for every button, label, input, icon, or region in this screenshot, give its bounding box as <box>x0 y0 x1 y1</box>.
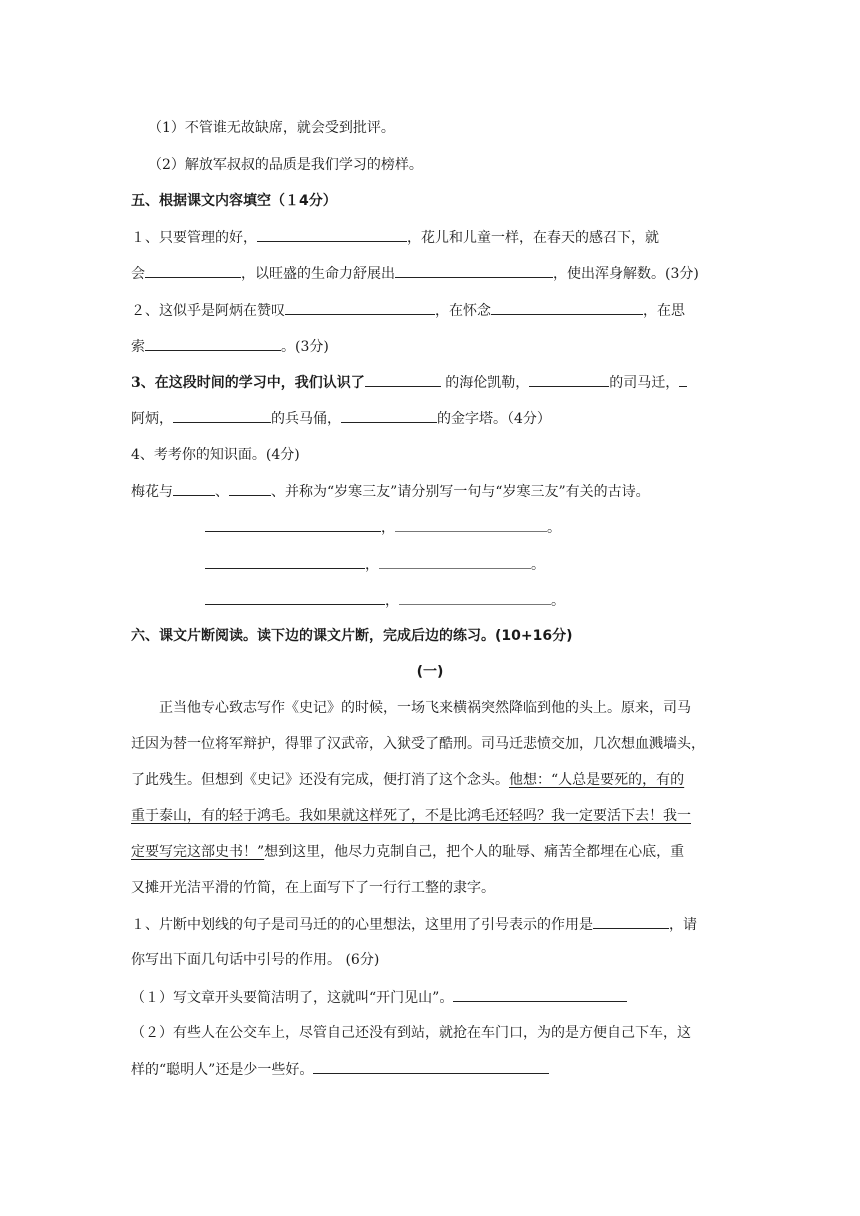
s4-item-1: （1）不管谁无故缺席，就会受到批评。 <box>148 120 395 136</box>
comma: ， <box>385 593 399 609</box>
s5-q1-text-d: ，以旺盛的生命力舒展出 <box>241 266 395 282</box>
s5-q1-blank-3[interactable] <box>395 263 553 278</box>
poem-blank-2a[interactable] <box>205 554 365 569</box>
underlined-quote-part-3: 定要写完这部史书！” <box>131 844 265 860</box>
s5-q3-text-a: 3、在这段时间的学习中，我们认识了 <box>131 375 365 391</box>
s5-q2-text-e: 。(3分) <box>281 339 329 355</box>
s4-item-2: （2）解放军叔叔的品质是我们学习的榜样。 <box>148 157 423 173</box>
s5-q3-line1 <box>131 372 687 393</box>
passage-line-2: 迁因为替一位将军辩护，得罪了汉武帝，入狱受了酷刑。司马迁悲愤交加，几次想血溅墙头， <box>131 736 705 752</box>
s5-q4-blank-2[interactable] <box>229 481 271 496</box>
s6-q1-text-a: １、片断中划线的句子是司马迁的的心里想法，这里用了引号表示的作用是 <box>131 917 593 933</box>
passage-line-6: 又摊开光洁平滑的竹简，在上面写下了一行行工整的隶字。 <box>131 880 495 896</box>
s5-q1-text-a: １、只要管理的好， <box>131 230 257 246</box>
period: 。 <box>547 520 561 536</box>
poem-blank-1a[interactable] <box>205 517 381 532</box>
passage-subheading: (一) <box>416 664 444 680</box>
s5-q4-prompt <box>131 481 650 502</box>
passage-line-3-text: 了此残生。但想到《史记》还没有完成，便打消了这个念头。 <box>131 772 509 788</box>
s5-q3-text-d: 阿炳， <box>131 411 173 427</box>
s5-q1-line1 <box>131 227 659 248</box>
s5-q2-text-c: ，在思 <box>643 303 685 319</box>
s5-q1-text-b: ，花儿和儿童一样，在春天的感召下，就 <box>407 230 659 246</box>
s6-q1-line1 <box>131 914 697 935</box>
s5-q3-text-b: 的海伦凯勒， <box>440 375 530 391</box>
s5-q4-blank-1[interactable] <box>173 481 215 496</box>
period: 。 <box>531 557 545 573</box>
s5-q3-blank-5[interactable] <box>341 408 437 423</box>
s5-q3-blank-2[interactable] <box>529 372 609 387</box>
s5-q4-text-c: 、并称为“岁寒三友”请分别写一句与“岁寒三友”有关的古诗。 <box>271 484 650 500</box>
s5-q4-text-b: 、 <box>215 484 229 500</box>
s5-q4-poem-line-1 <box>205 517 561 538</box>
s5-q3-text-c: 的司马迁， <box>609 375 680 391</box>
s5-q2-blank-1[interactable] <box>285 300 435 315</box>
comma: ， <box>381 520 395 536</box>
s5-q3-blank-1[interactable] <box>365 372 441 387</box>
s5-q4-poem-line-2 <box>205 554 545 575</box>
s6-q1-sub2-line1: （２）有些人在公交车上，尽管自己还没有到站，就抢在车门口，为的是方便自己下车，这 <box>131 1025 691 1041</box>
poem-blank-2b[interactable] <box>379 554 531 569</box>
underlined-quote-part-2: 重于泰山，有的轻于鸿毛。我如果就这样死了，不是比鸿毛还轻吗？我一定要活下去！我一 <box>131 808 691 824</box>
s5-q3-blank-4[interactable] <box>173 408 271 423</box>
comma: ， <box>365 557 379 573</box>
s6-q1-blank[interactable] <box>593 914 669 929</box>
s5-q4-text-a: 梅花与 <box>131 484 173 500</box>
passage-line-3 <box>131 770 684 790</box>
s5-q1-blank-1[interactable] <box>257 227 407 242</box>
s6-q1-sub2-text: 样的“聪明人”还是少一些好。 <box>131 1062 314 1078</box>
s5-q3-text-e: 的兵马俑， <box>271 411 341 427</box>
s6-q1-sub2-line2 <box>131 1059 549 1080</box>
s5-q2-blank-3[interactable] <box>145 336 281 351</box>
poem-blank-3a[interactable] <box>205 590 385 605</box>
passage-line-5 <box>131 842 684 862</box>
s6-q1-sub1-text: （１）写文章开头要简洁明了，这就叫“开门见山”。 <box>131 990 454 1006</box>
s5-q2-text-b: ，在怀念 <box>435 303 491 319</box>
s6-q1-text-b: ，请 <box>669 917 697 933</box>
passage-line-1: 正当他专心致志写作《史记》的时候，一场飞来横祸突然降临到他的头上。原来，司马 <box>159 700 691 716</box>
s5-q2-text-d: 索 <box>131 339 145 355</box>
s5-q3-line2 <box>131 408 551 429</box>
s5-q4-title: 4、考考你的知识面。(4分) <box>131 447 300 463</box>
period: 。 <box>551 593 565 609</box>
s5-q1-text-c: 会 <box>131 266 145 282</box>
s5-q2-line1 <box>131 300 685 321</box>
s5-q1-text-e: ，使出浑身解数。(3分) <box>553 266 699 282</box>
s5-q3-blank-3[interactable] <box>679 372 687 387</box>
s6-q1-sub2-blank[interactable] <box>313 1059 549 1074</box>
section-6-heading: 六、课文片断阅读。读下边的课文片断，完成后边的练习。(10+16分) <box>131 628 573 644</box>
section-5-heading: 五、根据课文内容填空（１4分） <box>131 193 337 209</box>
s5-q1-line2 <box>131 263 699 284</box>
underlined-quote-part-1: 他想：“人总是要死的，有的 <box>509 772 685 788</box>
s5-q2-blank-2[interactable] <box>491 300 643 315</box>
s6-q1-sub1-blank[interactable] <box>453 987 627 1002</box>
poem-blank-1b[interactable] <box>395 517 547 532</box>
s5-q3-text-f: 的金字塔。（4分） <box>437 411 551 427</box>
s5-q2-line2 <box>131 336 329 357</box>
poem-blank-3b[interactable] <box>399 590 551 605</box>
s5-q4-poem-line-3 <box>205 590 565 611</box>
s5-q1-blank-2[interactable] <box>145 263 241 278</box>
s6-q1-sub1 <box>131 987 627 1008</box>
s6-q1-line2: 你写出下面几句话中引号的作用。 (6分) <box>131 952 380 968</box>
s5-q2-text-a: ２、这似乎是阿炳在赞叹 <box>131 303 285 319</box>
passage-line-5-text: 想到这里，他尽力克制自己，把个人的耻辱、痛苦全都埋在心底，重 <box>264 844 685 860</box>
